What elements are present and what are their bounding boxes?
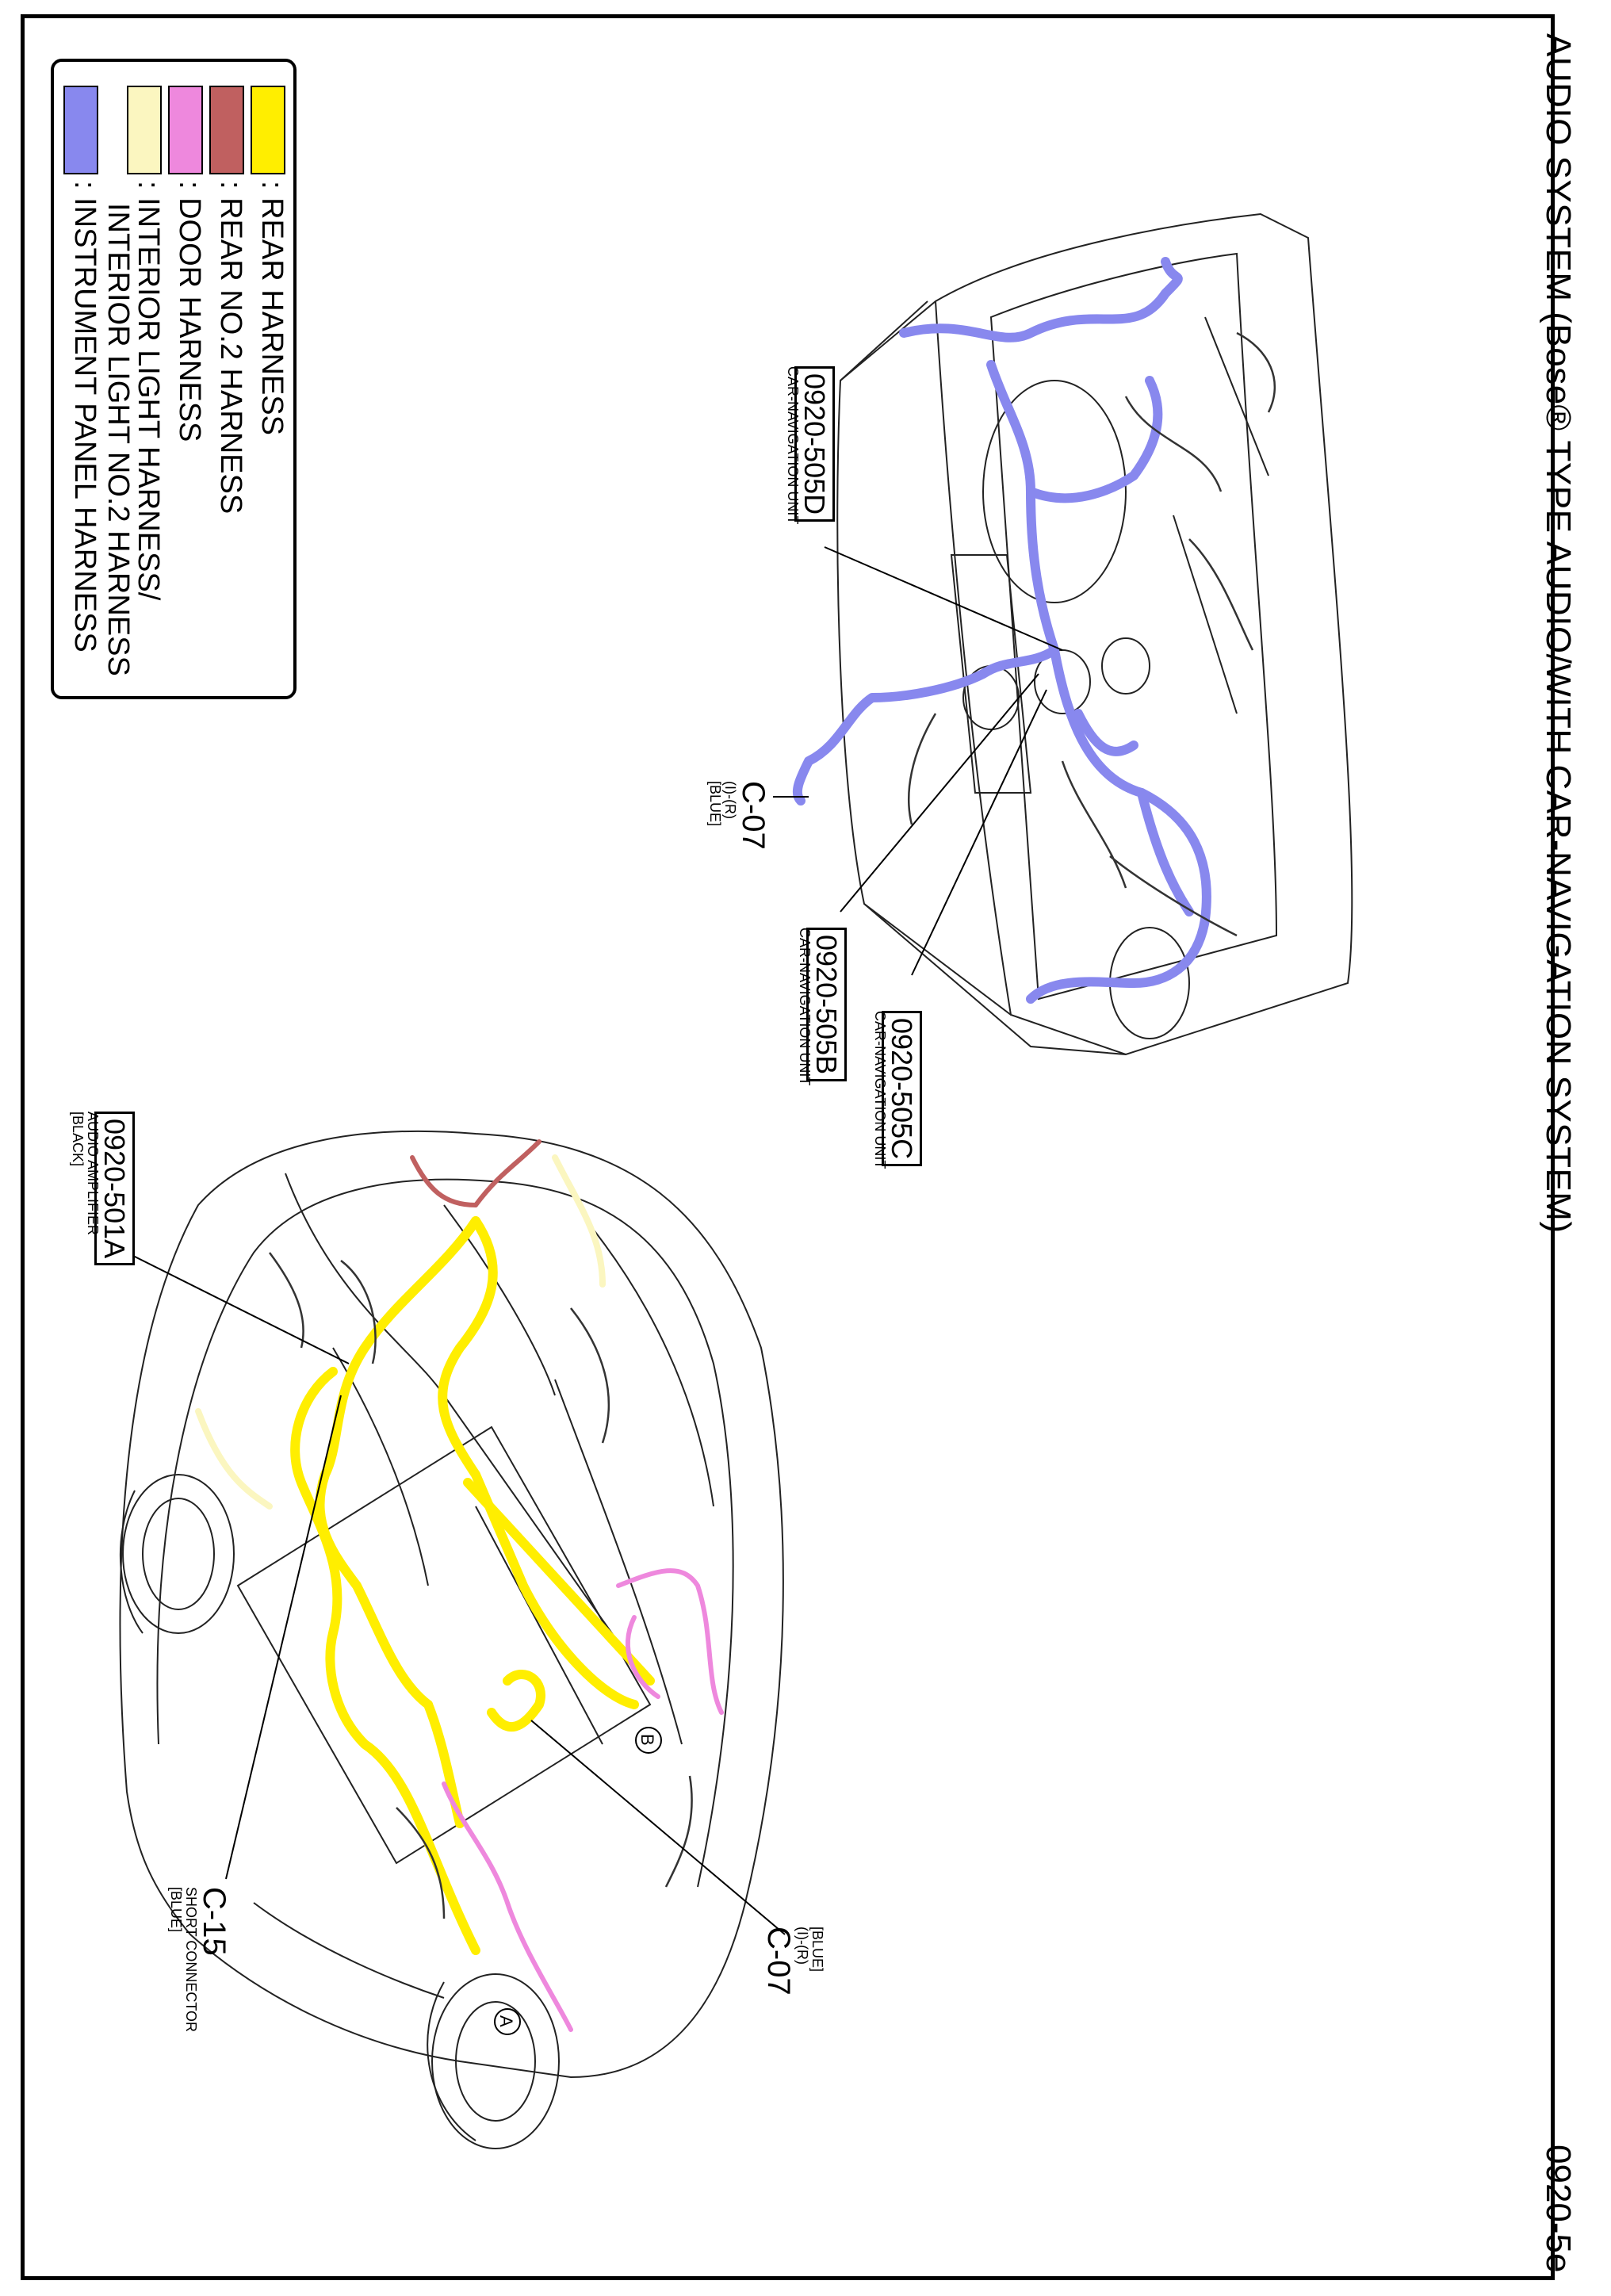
page-title: AUDIO SYSTEM (Bose® TYPE AUDIO/WITH CAR-NAVIGATION SYSTEM) [1539,33,1578,1234]
connector-c07-body-line1: (I)-(R) [794,1927,810,1965]
connector-c07-ip-id: C-07 [736,781,771,850]
callout-0920-505c [872,1011,916,1169]
legend-label-interior-light-no2-harness: INTERIOR LIGHT NO.2 HARNESS [101,203,135,676]
rear-harness-wires [295,1221,650,1950]
connector-c07-body [763,1927,825,1996]
callout-code-505b: 0920-505B [806,928,847,1081]
instrument-panel-harness-wires [798,262,1207,999]
marker-b: B [637,1734,657,1746]
callout-code-505c: 0920-505C [882,1011,922,1166]
connector-c15-desc2: [BLUE] [168,1887,184,1933]
callout-0920-505b [797,928,843,1086]
connector-c15-id: C-15 [197,1887,232,1956]
callout-0920-505d [785,366,831,525]
legend-label-rear-harness: : REAR HARNESS [255,181,289,435]
marker-circles [495,1728,661,2034]
door-harness-wires [444,1571,721,2030]
rear-no2-harness-wires [412,1142,539,1205]
callout-desc-505d: CAR-NAVIGATION UNIT [785,366,801,525]
callout-code-501a: 0920-501A [94,1112,135,1265]
legend-label-door-harness: : DOOR HARNESS [173,181,206,442]
page-code: 0920-5e [1539,2145,1578,2273]
connector-c15 [168,1887,230,2032]
connector-c07-ip-line1: (I)-(R) [722,781,738,819]
legend-label-instrument-panel-harness: : INSTRUMENT PANEL HARNESS [68,181,101,652]
interior-light-harness-wires [198,1158,603,1506]
connector-c07-ip [707,781,769,850]
legend-label-rear-no2-harness: : REAR NO.2 HARNESS [214,181,247,515]
marker-a: A [496,2015,516,2027]
legend-label-interior-light-harness: : INTERIOR LIGHT HARNESS/ [132,181,165,601]
connector-c07-ip-line2: [BLUE] [707,781,723,827]
instrument-panel-other-wires [909,333,1275,936]
callout-desc-505c: CAR-NAVIGATION UNIT [872,1011,888,1169]
callout-code-505d: 0920-505D [794,366,835,522]
connector-c07-body-id: C-07 [761,1927,796,1996]
connector-c07-body-line2: [BLUE] [809,1927,825,1973]
connector-c15-desc: SHORT CONNECTOR [183,1887,199,2033]
callout-desc-505b: CAR-NAVIGATION UNIT [797,928,813,1086]
callout-desc2-501a: [BLACK] [70,1112,86,1167]
callout-desc-501a: AUDIO AMPLIFIER [85,1112,101,1236]
instrument-panel-drawing [837,214,1352,1054]
callout-0920-501a [70,1112,131,1265]
